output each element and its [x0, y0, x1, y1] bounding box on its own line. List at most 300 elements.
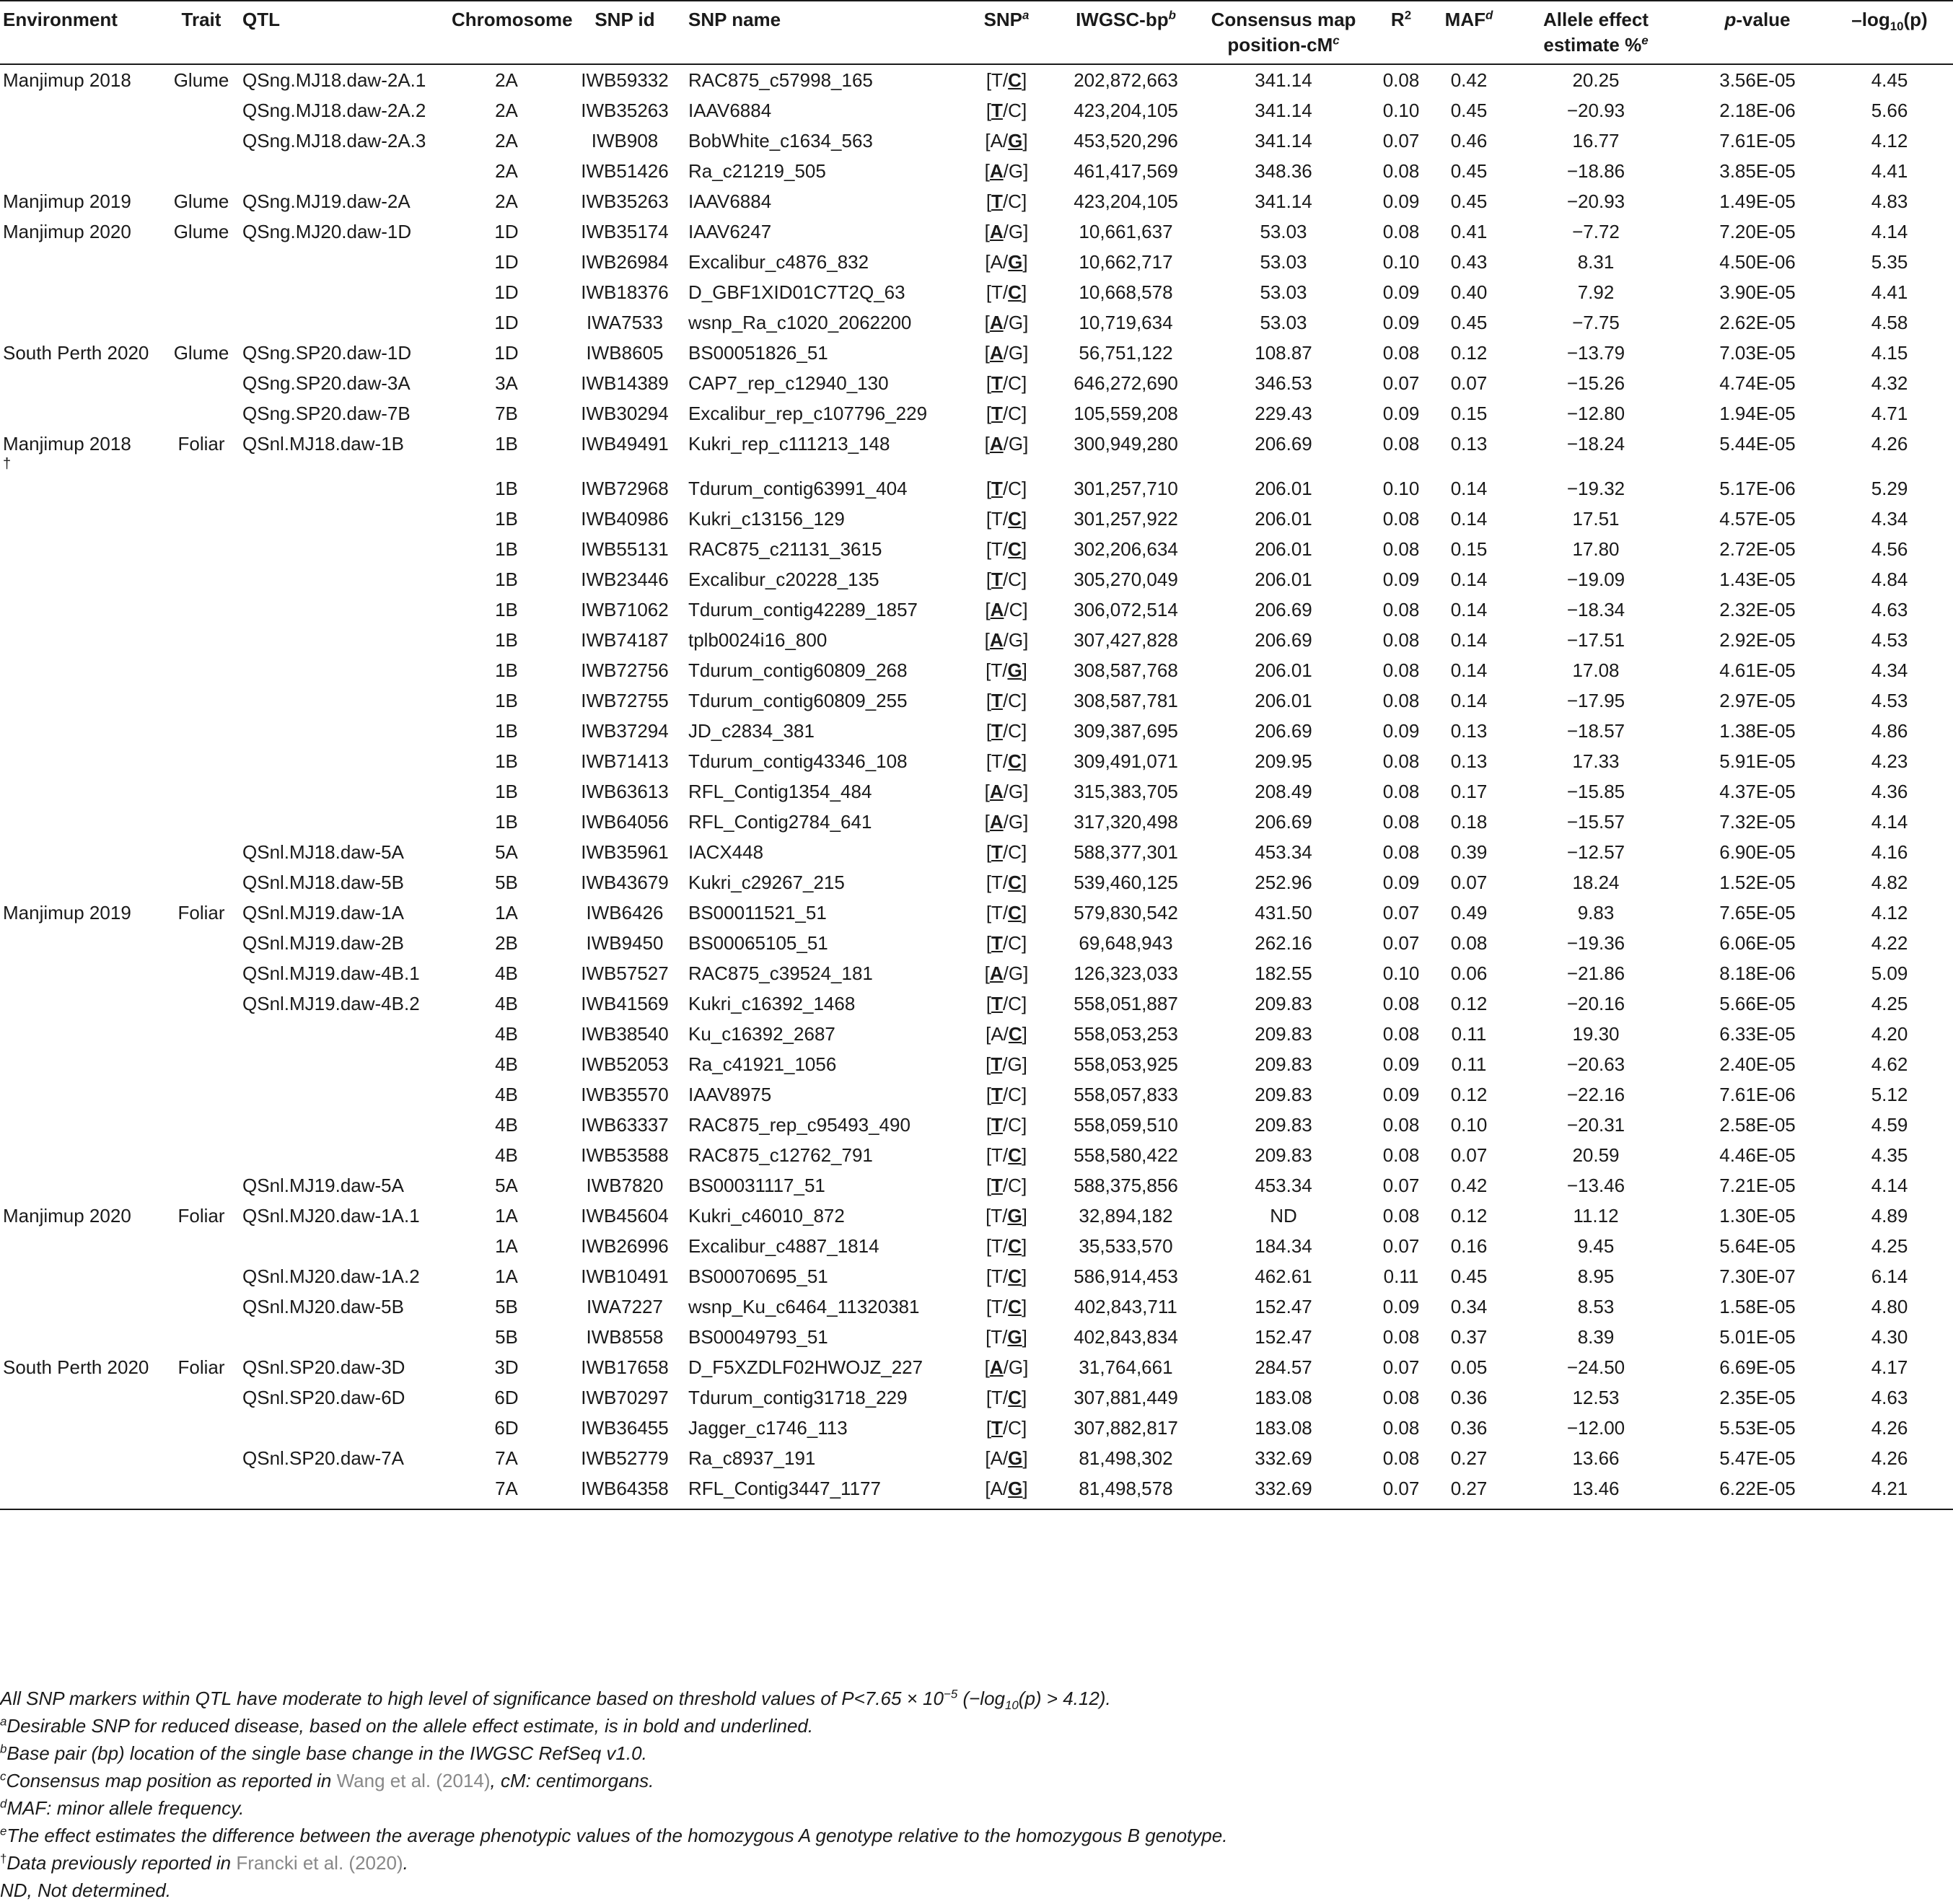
cell-environment: Manjimup 2018: [3, 69, 131, 91]
cell-log10p: 4.26: [1871, 1417, 1908, 1439]
cell-log10p: 4.80: [1871, 1296, 1908, 1317]
cell-iwgsc-bp: 307,882,817: [1074, 1417, 1178, 1439]
cell-trait: [163, 95, 240, 126]
cell-snp-name: Excalibur_rep_c107796_229: [688, 403, 928, 424]
cell-log10p: 4.84: [1871, 569, 1908, 590]
cell-snp: [T/C]: [986, 1084, 1027, 1105]
cell-chromosome: 5A: [495, 1175, 518, 1196]
cell-snp-id: IWB35174: [581, 221, 669, 242]
cell-consensus: 341.14: [1255, 130, 1312, 152]
cell-r2: 0.09: [1382, 720, 1420, 742]
cell-log10p: 4.15: [1871, 342, 1908, 364]
cell-snp: [T/C]: [986, 902, 1027, 924]
cell-environment: [0, 807, 163, 837]
cell-consensus: 206.69: [1255, 629, 1312, 651]
cell-environment: [0, 1261, 163, 1291]
cell-r2: 0.09: [1382, 403, 1420, 424]
cell-snp-id: IWB17658: [581, 1356, 669, 1378]
cell-snp: [T/C]: [986, 372, 1027, 394]
cell-p-value: 4.46E-05: [1719, 1144, 1796, 1166]
cell-snp-name: BS00011521_51: [688, 902, 827, 924]
cell-snp-name: RAC875_c57998_165: [688, 69, 873, 91]
footnote-threshold: All SNP markers within QTL have moderate to high level of significance based on threshold values of $P<7.65 \times 10^{-5}$ $(-\log_{10}(p) > 4.12)$.: [0, 1687, 1111, 1713]
cell-qtl: QSnl.MJ18.daw-5B: [242, 872, 404, 893]
cell-snp-name: tplb0024i16_800: [688, 629, 828, 651]
table-row: [0, 338, 1953, 368]
cell-iwgsc-bp: 453,520,296: [1074, 130, 1178, 152]
cell-p-value: 2.92E-05: [1719, 629, 1796, 651]
cell-qtl: [240, 534, 449, 564]
cell-consensus: 53.03: [1260, 312, 1307, 333]
table-body: [0, 64, 1953, 1509]
cell-iwgsc-bp: 10,661,637: [1079, 221, 1173, 242]
cell-environment: [0, 988, 163, 1019]
cell-log10p: 4.63: [1871, 599, 1908, 620]
cell-allele-effect: −17.95: [1566, 690, 1625, 711]
table-row: [0, 655, 1953, 685]
cell-environment: [0, 1382, 163, 1413]
cell-environment: [0, 1413, 163, 1443]
cell-chromosome: 3A: [495, 372, 518, 394]
cell-iwgsc-bp: 309,387,695: [1074, 720, 1178, 742]
cell-snp-name: BS00031117_51: [688, 1175, 825, 1196]
table-row: [0, 1382, 1953, 1413]
cell-iwgsc-bp: 558,053,253: [1074, 1023, 1178, 1045]
cell-qtl: [240, 473, 449, 504]
cell-environment: [0, 398, 163, 429]
cell-chromosome: 1B: [495, 750, 518, 772]
cell-snp-id: IWB63613: [581, 781, 669, 802]
table-row: [0, 1079, 1953, 1110]
reference-link-wang-2014[interactable]: Wang et al. (2014): [336, 1770, 491, 1791]
table-row: [0, 807, 1953, 837]
cell-iwgsc-bp: 69,648,943: [1079, 932, 1173, 954]
table-row: [0, 429, 1953, 473]
cell-qtl: QSng.MJ18.daw-2A.2: [242, 100, 426, 121]
cell-p-value: 1.52E-05: [1719, 872, 1796, 893]
cell-r2: 0.08: [1382, 1144, 1420, 1166]
cell-snp: [T/C]: [986, 100, 1027, 121]
cell-consensus: 206.01: [1255, 569, 1312, 590]
cell-iwgsc-bp: 301,257,922: [1074, 508, 1178, 530]
cell-consensus: 209.83: [1255, 1053, 1312, 1075]
cell-consensus: 341.14: [1255, 100, 1312, 121]
cell-allele-effect: −13.46: [1566, 1175, 1625, 1196]
cell-consensus: 206.69: [1255, 433, 1312, 455]
table-row: [0, 398, 1953, 429]
cell-snp-id: IWB14389: [581, 372, 669, 394]
cell-chromosome: 1B: [495, 781, 518, 802]
cell-log10p: 4.41: [1871, 281, 1908, 303]
cell-iwgsc-bp: 10,668,578: [1079, 281, 1173, 303]
cell-snp: [A/C]: [985, 599, 1028, 620]
cell-chromosome: 5B: [495, 1326, 518, 1348]
cell-chromosome: 2A: [495, 100, 518, 121]
cell-environment: [0, 504, 163, 534]
cell-r2: 0.08: [1382, 811, 1420, 833]
table-row: [0, 1231, 1953, 1261]
cell-environment: [0, 655, 163, 685]
cell-snp: [A/G]: [984, 629, 1029, 651]
cell-snp-name: IACX448: [688, 841, 764, 863]
cell-maf: 0.39: [1450, 841, 1488, 863]
cell-allele-effect: −18.86: [1566, 160, 1625, 182]
cell-r2: 0.10: [1382, 478, 1420, 499]
cell-consensus: 182.55: [1255, 962, 1312, 984]
cell-r2: 0.10: [1382, 100, 1420, 121]
cell-qtl: QSnl.MJ20.daw-1A.2: [242, 1265, 420, 1287]
cell-log10p: 5.29: [1871, 478, 1908, 499]
cell-allele-effect: −12.80: [1566, 403, 1625, 424]
cell-snp-id: IWB45604: [581, 1205, 669, 1227]
cell-trait: [163, 398, 240, 429]
cell-maf: 0.42: [1450, 1175, 1488, 1196]
table-row: [0, 473, 1953, 504]
cell-snp-name: RFL_Contig2784_641: [688, 811, 872, 833]
cell-chromosome: 1D: [494, 281, 519, 303]
cell-p-value: 7.21E-05: [1719, 1175, 1796, 1196]
cell-snp-id: IWB72968: [581, 478, 669, 499]
cell-iwgsc-bp: 306,072,514: [1074, 599, 1178, 620]
cell-r2: 0.07: [1382, 130, 1420, 152]
cell-consensus: ND: [1270, 1205, 1297, 1227]
cell-log10p: 4.21: [1826, 1473, 1953, 1509]
cell-snp: [A/G]: [984, 312, 1029, 333]
cell-chromosome: 5B: [495, 1296, 518, 1317]
cell-log10p: 4.26: [1871, 1447, 1908, 1469]
cell-r2: 0.07: [1382, 1235, 1420, 1257]
table-row: [0, 64, 1953, 95]
cell-log10p: 4.23: [1871, 750, 1908, 772]
cell-iwgsc-bp: 317,320,498: [1074, 811, 1178, 833]
dagger-mark: †: [3, 456, 12, 472]
cell-chromosome: 1B: [495, 659, 518, 681]
cell-environment: [0, 1231, 163, 1261]
cell-snp-name: Kukri_c13156_129: [688, 508, 845, 530]
cell-log10p: 4.53: [1871, 690, 1908, 711]
cell-r2: 0.08: [1382, 659, 1420, 681]
cell-environment: [0, 746, 163, 776]
cell-allele-effect: −12.00: [1566, 1417, 1625, 1439]
table-row: [0, 368, 1953, 398]
cell-r2: 0.10: [1382, 251, 1420, 273]
cell-trait: [163, 504, 240, 534]
cell-qtl: [240, 1079, 449, 1110]
cell-p-value: 7.20E-05: [1719, 221, 1796, 242]
cell-r2: 0.09: [1382, 872, 1420, 893]
cell-environment: [0, 837, 163, 867]
table-row: [0, 685, 1953, 716]
cell-consensus: 209.83: [1255, 1023, 1312, 1045]
cell-qtl: QSng.MJ19.daw-2A: [242, 190, 411, 212]
cell-allele-effect: −18.24: [1566, 433, 1625, 455]
cell-qtl: QSnl.MJ19.daw-4B.1: [242, 962, 420, 984]
cell-iwgsc-bp: 202,872,663: [1074, 69, 1178, 91]
cell-allele-effect: −20.93: [1566, 190, 1625, 212]
cell-log10p: 4.12: [1871, 902, 1908, 924]
cell-allele-effect: −15.85: [1566, 781, 1625, 802]
cell-snp-id: IWB72755: [581, 690, 669, 711]
table-row: [0, 1291, 1953, 1322]
cell-iwgsc-bp: 35,533,570: [1079, 1235, 1173, 1257]
cell-snp-name: Kukri_c46010_872: [688, 1205, 845, 1227]
cell-allele-effect: 20.59: [1572, 1144, 1620, 1166]
cell-r2: 0.08: [1382, 690, 1420, 711]
cell-log10p: 5.35: [1871, 251, 1908, 273]
cell-environment: [0, 1170, 163, 1201]
cell-trait: Glume: [173, 342, 229, 364]
cell-allele-effect: −19.09: [1566, 569, 1625, 590]
cell-snp: [T/C]: [986, 750, 1027, 772]
cell-chromosome: 1D: [494, 342, 519, 364]
cell-snp: [T/C]: [986, 1175, 1027, 1196]
cell-log10p: 5.12: [1871, 1084, 1908, 1105]
table-row: [0, 867, 1953, 898]
cell-r2: 0.09: [1382, 190, 1420, 212]
cell-p-value: 7.61E-05: [1719, 130, 1796, 152]
cell-r2: 0.08: [1382, 508, 1420, 530]
cell-maf: 0.27: [1435, 1473, 1503, 1509]
table-row: [0, 564, 1953, 595]
cell-chromosome: 1B: [495, 478, 518, 499]
cell-trait: [163, 277, 240, 307]
cell-log10p: 4.86: [1871, 720, 1908, 742]
cell-consensus: 206.69: [1255, 599, 1312, 620]
cell-qtl: [240, 1473, 449, 1509]
cell-log10p: 5.09: [1871, 962, 1908, 984]
cell-snp-name: wsnp_Ku_c6464_11320381: [688, 1296, 920, 1317]
table-row: [0, 156, 1953, 186]
cell-snp: [A/G]: [984, 811, 1029, 833]
cell-r2: 0.08: [1382, 599, 1420, 620]
cell-snp-name: Kukri_rep_c111213_148: [688, 433, 890, 455]
cell-p-value: 1.94E-05: [1719, 403, 1796, 424]
table-header: [0, 1, 1953, 64]
cell-environment: Manjimup 2019: [3, 902, 131, 924]
cell-snp: [T/C]: [986, 403, 1027, 424]
cell-environment: [0, 867, 163, 898]
cell-chromosome: 4B: [495, 1053, 518, 1075]
cell-iwgsc-bp: 81,498,578: [1052, 1473, 1200, 1509]
cell-snp-id: IWB57527: [581, 962, 669, 984]
cell-r2: 0.07: [1382, 902, 1420, 924]
cell-r2: 0.08: [1382, 1326, 1420, 1348]
cell-allele-effect: −13.79: [1566, 342, 1625, 364]
table-row: [0, 126, 1953, 156]
cell-snp-name: RFL_Contig1354_484: [688, 781, 872, 802]
cell-maf: 0.11: [1451, 1053, 1487, 1075]
cell-qtl: [240, 564, 449, 595]
cell-snp-name: RFL_Contig3447_1177: [685, 1473, 961, 1509]
cell-allele-effect: 8.53: [1577, 1296, 1615, 1317]
table-row: [0, 898, 1953, 928]
cell-trait: [163, 655, 240, 685]
cell-log10p: 4.36: [1871, 781, 1908, 802]
cell-iwgsc-bp: 579,830,542: [1074, 902, 1178, 924]
cell-iwgsc-bp: 31,764,661: [1079, 1356, 1173, 1378]
cell-environment: [0, 1291, 163, 1322]
cell-r2: 0.08: [1382, 1387, 1420, 1408]
cell-snp-name: BobWhite_c1634_563: [688, 130, 873, 152]
reference-link-francki-2020[interactable]: Francki et al. (2020): [236, 1852, 403, 1874]
cell-allele-effect: 13.46: [1503, 1473, 1689, 1509]
cell-snp-name: Ra_c8937_191: [688, 1447, 816, 1469]
cell-log10p: 4.25: [1871, 993, 1908, 1014]
cell-allele-effect: −22.16: [1566, 1084, 1625, 1105]
cell-p-value: 2.97E-05: [1719, 690, 1796, 711]
cell-snp-id: IWB36455: [581, 1417, 669, 1439]
cell-environment: South Perth 2020: [3, 342, 149, 364]
cell-allele-effect: 16.77: [1572, 130, 1620, 152]
cell-snp: [A/G]: [984, 962, 1029, 984]
cell-trait: [163, 685, 240, 716]
cell-allele-effect: 11.12: [1573, 1205, 1619, 1227]
cell-log10p: 4.14: [1871, 221, 1908, 242]
cell-maf: 0.14: [1450, 569, 1488, 590]
cell-chromosome: 1B: [495, 433, 518, 455]
cell-log10p: 4.63: [1871, 1387, 1908, 1408]
cell-snp-id: IWB59332: [581, 69, 669, 91]
cell-environment: [0, 307, 163, 338]
cell-trait: [163, 625, 240, 655]
cell-p-value: 5.66E-05: [1719, 993, 1796, 1014]
cell-maf: 0.46: [1450, 130, 1488, 152]
cell-r2: 0.07: [1382, 1356, 1420, 1378]
cell-snp-name: BS00070695_51: [688, 1265, 828, 1287]
cell-log10p: 4.58: [1871, 312, 1908, 333]
cell-snp-id: IWB10491: [581, 1265, 669, 1287]
cell-chromosome: 2A: [495, 190, 518, 212]
cell-snp-id: IWB71062: [581, 599, 669, 620]
cell-chromosome: 1B: [495, 811, 518, 833]
cell-snp-name: RAC875_c21131_3615: [688, 538, 882, 560]
cell-consensus: 262.16: [1255, 932, 1312, 954]
cell-qtl: QSng.MJ20.daw-1D: [242, 221, 412, 242]
cell-snp-id: IWB8605: [586, 342, 664, 364]
cell-environment: [0, 126, 163, 156]
cell-consensus: 284.57: [1255, 1356, 1312, 1378]
cell-snp-name: wsnp_Ra_c1020_2062200: [688, 312, 912, 333]
cell-snp-id: IWB64056: [581, 811, 669, 833]
cell-p-value: 4.37E-05: [1719, 781, 1796, 802]
footnote-d: $^d$MAF: minor allele frequency.: [0, 1796, 245, 1819]
cell-snp-id: IWB35570: [581, 1084, 669, 1105]
col-snp-id: SNP id: [564, 1, 685, 64]
cell-r2: 0.07: [1382, 932, 1420, 954]
cell-qtl: [240, 156, 449, 186]
cell-iwgsc-bp: 32,894,182: [1079, 1205, 1173, 1227]
cell-trait: [163, 156, 240, 186]
cell-snp-id: IWB49491: [581, 433, 669, 455]
cell-p-value: 5.64E-05: [1719, 1235, 1796, 1257]
cell-chromosome: 4B: [495, 1114, 518, 1136]
table-row: [0, 1049, 1953, 1079]
cell-qtl: [240, 1322, 449, 1352]
cell-p-value: 1.30E-05: [1719, 1205, 1796, 1227]
cell-snp-name: Ra_c21219_505: [688, 160, 826, 182]
cell-qtl: [240, 1413, 449, 1443]
cell-snp-id: IWB35263: [581, 100, 669, 121]
cell-snp: [T/C]: [986, 720, 1027, 742]
cell-snp-name: RAC875_rep_c95493_490: [688, 1114, 910, 1136]
cell-iwgsc-bp: 588,375,856: [1074, 1175, 1178, 1196]
cell-snp-id: IWB41569: [581, 993, 669, 1014]
cell-chromosome: 5A: [495, 841, 518, 863]
table-row: [0, 186, 1953, 216]
cell-snp-name: Tdurum_contig42289_1857: [688, 599, 918, 620]
cell-maf: 0.14: [1450, 659, 1488, 681]
cell-snp: [T/C]: [986, 281, 1027, 303]
cell-allele-effect: 8.39: [1577, 1326, 1615, 1348]
cell-snp-id: IWB26984: [581, 251, 669, 273]
cell-snp-id: IWB43679: [581, 872, 669, 893]
cell-qtl: [240, 655, 449, 685]
table-footnotes: [0, 1685, 1953, 1904]
cell-snp-name: Ra_c41921_1056: [688, 1053, 837, 1075]
cell-trait: [163, 1110, 240, 1140]
cell-snp-id: IWB9450: [586, 932, 664, 954]
cell-p-value: 5.17E-06: [1719, 478, 1796, 499]
cell-iwgsc-bp: 402,843,834: [1074, 1326, 1178, 1348]
cell-allele-effect: −15.26: [1566, 372, 1625, 394]
cell-maf: 0.13: [1450, 750, 1488, 772]
cell-trait: [163, 1382, 240, 1413]
footnote-dagger: †Data previously reported in Francki et al. (2020).: [0, 1851, 408, 1874]
cell-consensus: 209.83: [1255, 993, 1312, 1014]
cell-snp-id: IWB70297: [581, 1387, 669, 1408]
cell-iwgsc-bp: 305,270,049: [1074, 569, 1178, 590]
cell-snp-id: IWB8558: [586, 1326, 664, 1348]
cell-iwgsc-bp: 588,377,301: [1074, 841, 1178, 863]
cell-snp-id: IWB7820: [586, 1175, 664, 1196]
table-row: [0, 1170, 1953, 1201]
cell-qtl: QSnl.MJ18.daw-5A: [242, 841, 404, 863]
cell-environment: [0, 1322, 163, 1352]
cell-log10p: 4.26: [1871, 433, 1908, 455]
cell-environment: [0, 1019, 163, 1049]
cell-log10p: 4.71: [1871, 403, 1908, 424]
cell-consensus: 152.47: [1255, 1326, 1312, 1348]
cell-consensus: 332.69: [1255, 1447, 1312, 1469]
cell-environment: [0, 1473, 163, 1509]
cell-environment: Manjimup 2020: [3, 221, 131, 242]
cell-allele-effect: 17.33: [1572, 750, 1620, 772]
cell-snp-name: Kukri_c29267_215: [688, 872, 845, 893]
cell-snp-name: Tdurum_contig60809_268: [688, 659, 908, 681]
cell-snp: [A/G]: [985, 1447, 1028, 1469]
cell-trait: [163, 1291, 240, 1322]
cell-allele-effect: 9.45: [1577, 1235, 1615, 1257]
cell-p-value: 6.33E-05: [1719, 1023, 1796, 1045]
cell-trait: [163, 958, 240, 988]
col-qtl: QTL: [240, 1, 449, 64]
cell-maf: 0.05: [1450, 1356, 1488, 1378]
cell-p-value: 3.56E-05: [1719, 69, 1796, 91]
cell-p-value: 6.06E-05: [1719, 932, 1796, 954]
cell-consensus: 209.83: [1255, 1084, 1312, 1105]
cell-environment: South Perth 2020: [3, 1356, 149, 1378]
cell-environment: [0, 716, 163, 746]
cell-consensus: 341.14: [1255, 69, 1312, 91]
cell-allele-effect: 12.53: [1572, 1387, 1620, 1408]
cell-maf: 0.10: [1450, 1114, 1488, 1136]
cell-r2: 0.08: [1382, 629, 1420, 651]
cell-chromosome: 4B: [495, 1084, 518, 1105]
cell-qtl: [240, 1110, 449, 1140]
table-row: [0, 625, 1953, 655]
cell-maf: 0.08: [1450, 932, 1488, 954]
cell-qtl: [240, 1231, 449, 1261]
